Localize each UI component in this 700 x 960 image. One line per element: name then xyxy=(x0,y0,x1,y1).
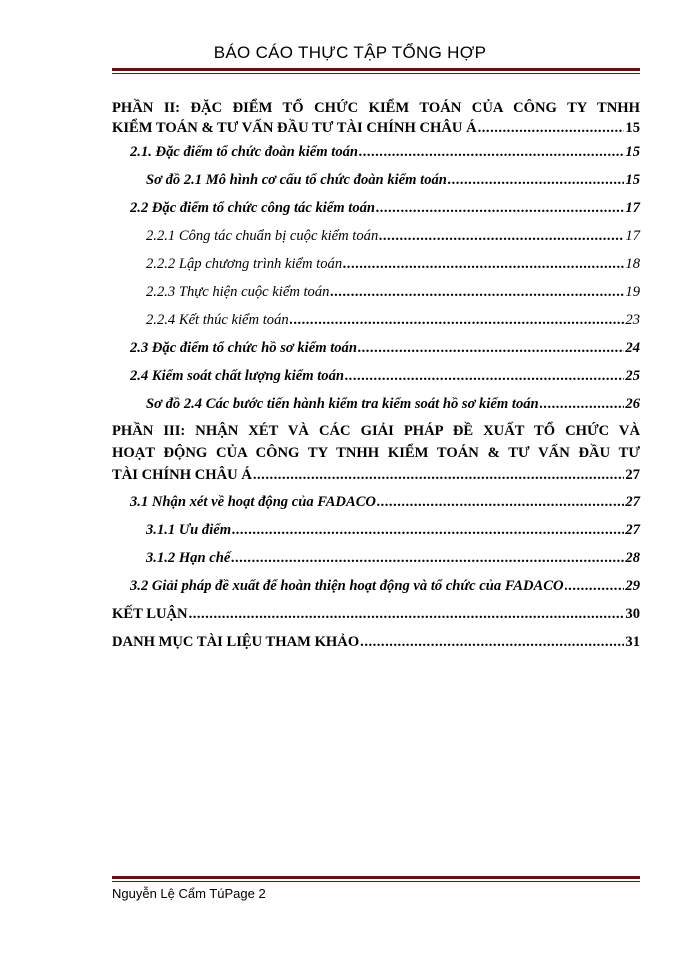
toc-entry[interactable] xyxy=(112,306,640,334)
dot-leader xyxy=(377,492,624,512)
dot-leader xyxy=(376,198,624,218)
dot-leader xyxy=(232,520,624,540)
dot-leader xyxy=(343,254,624,274)
toc-part-3-line-3: TÀI CHÍNH CHÂU Á xyxy=(112,467,252,483)
toc-page-number: 15 xyxy=(625,144,640,160)
toc-entry[interactable] xyxy=(112,278,640,306)
dot-leader xyxy=(345,366,624,386)
toc-entry[interactable] xyxy=(112,544,640,572)
toc-entry-text: 2.2 Đặc điểm tổ chức công tác kiểm toán xyxy=(130,200,376,216)
toc-entry-text: 3.1 Nhận xét về hoạt động của FADACO xyxy=(130,494,376,510)
toc-entry[interactable] xyxy=(112,194,640,222)
dot-leader xyxy=(359,142,624,162)
dot-leader xyxy=(253,464,625,486)
toc-entry[interactable] xyxy=(112,572,640,600)
toc-part-3-line-1: PHẦN III: NHẬN XÉT VÀ CÁC GIẢI PHÁP ĐỀ XUẤT TỔ CHỨC VÀ xyxy=(112,423,640,439)
toc-entry-text: 2.2.4 Kết thúc kiểm toán xyxy=(146,312,289,328)
toc-entry[interactable] xyxy=(112,362,640,390)
dot-leader xyxy=(330,282,624,302)
toc-page-number: 26 xyxy=(625,396,640,412)
toc-page-number: 30 xyxy=(625,606,640,622)
toc-entry[interactable] xyxy=(112,222,640,250)
toc-entry-text: 3.1.2 Hạn chế xyxy=(146,550,231,566)
toc-entry[interactable] xyxy=(112,390,640,418)
toc-entry-text: KẾT LUẬN xyxy=(112,606,188,622)
dot-leader xyxy=(358,338,624,358)
page-header-title: BÁO CÁO THỰC TẬP TỔNG HỢP xyxy=(213,43,487,62)
toc-entry[interactable] xyxy=(112,138,640,166)
toc-part-2-line-2: KIỂM TOÁN & TƯ VẤN ĐẦU TƯ TÀI CHÍNH CHÂU Á xyxy=(112,120,477,136)
footer-rule-thin xyxy=(112,881,640,882)
dot-leader xyxy=(231,548,624,568)
toc-entry-part-3[interactable] xyxy=(112,420,640,486)
toc-entry-text: 3.2 Giải pháp đề xuất để hoàn thiện hoạt động và tổ chức của FADACO xyxy=(130,578,564,594)
toc-page-number: 15 xyxy=(625,120,640,136)
table-of-contents xyxy=(112,98,640,656)
toc-entry[interactable] xyxy=(112,628,640,656)
toc-page-number: 28 xyxy=(625,550,640,566)
toc-entry-text: 2.2.3 Thực hiện cuộc kiểm toán xyxy=(146,284,330,300)
dot-leader xyxy=(189,604,625,624)
toc-entry-text: 2.3 Đặc điểm tổ chức hồ sơ kiểm toán xyxy=(130,340,357,356)
toc-page-number: 23 xyxy=(625,312,640,328)
dot-leader xyxy=(360,632,624,652)
toc-part-3-line-2: HOẠT ĐỘNG CỦA CÔNG TY TNHH KIỂM TOÁN & TƯ VẤN ĐẦU TƯ xyxy=(112,445,640,461)
toc-page-number: 27 xyxy=(625,494,640,510)
dot-leader xyxy=(478,118,625,138)
toc-entry-text: Sơ đồ 2.4 Các bước tiến hành kiểm tra kiểm soát hồ sơ kiểm toán xyxy=(146,396,539,412)
header-rule-thin xyxy=(112,73,640,74)
toc-entry[interactable] xyxy=(112,488,640,516)
toc-page-number: 17 xyxy=(625,200,640,216)
toc-page-number: 24 xyxy=(625,340,640,356)
toc-page-number: 25 xyxy=(625,368,640,384)
toc-page-number: 29 xyxy=(625,578,640,594)
toc-page-number: 18 xyxy=(625,256,640,272)
toc-page-number: 19 xyxy=(625,284,640,300)
toc-entry-text: 3.1.1 Ưu điểm xyxy=(146,522,232,538)
dot-leader xyxy=(290,310,625,330)
dot-leader xyxy=(540,394,625,414)
toc-entry-text: 2.4 Kiểm soát chất lượng kiểm toán xyxy=(130,368,345,384)
dot-leader xyxy=(379,226,624,246)
dot-leader xyxy=(565,576,625,596)
toc-entry-text: 2.2.2 Lập chương trình kiểm toán xyxy=(146,256,343,272)
dot-leader xyxy=(448,170,624,190)
toc-entry[interactable] xyxy=(112,250,640,278)
toc-page-number: 17 xyxy=(625,228,640,244)
toc-page-number: 31 xyxy=(625,634,640,650)
toc-entry[interactable] xyxy=(112,166,640,194)
toc-page-number: 27 xyxy=(625,522,640,538)
toc-page-number: 27 xyxy=(625,467,640,483)
toc-entry-text: 2.2.1 Công tác chuẩn bị cuộc kiểm toán xyxy=(146,228,379,244)
header-rule-thick xyxy=(112,68,640,71)
toc-entry-part-2[interactable] xyxy=(112,98,640,138)
toc-page-number: 15 xyxy=(625,172,640,188)
footer-rule-thick xyxy=(112,876,640,879)
toc-entry[interactable] xyxy=(112,600,640,628)
toc-entry[interactable] xyxy=(112,516,640,544)
toc-entry-text: DANH MỤC TÀI LIỆU THAM KHẢO xyxy=(112,634,360,650)
toc-entry-text: 2.1. Đặc điểm tổ chức đoàn kiểm toán xyxy=(130,144,359,160)
toc-entry-text: Sơ đồ 2.1 Mô hình cơ cấu tổ chức đoàn kiểm toán xyxy=(146,172,447,188)
page-footer: Nguyễn Lệ Cẩm TúPage 2 xyxy=(112,886,266,901)
toc-part-2-line-1: PHẦN II: ĐẶC ĐIỂM TỔ CHỨC KIỂM TOÁN CỦA CÔNG TY TNHH xyxy=(112,100,640,116)
toc-entry[interactable] xyxy=(112,334,640,362)
